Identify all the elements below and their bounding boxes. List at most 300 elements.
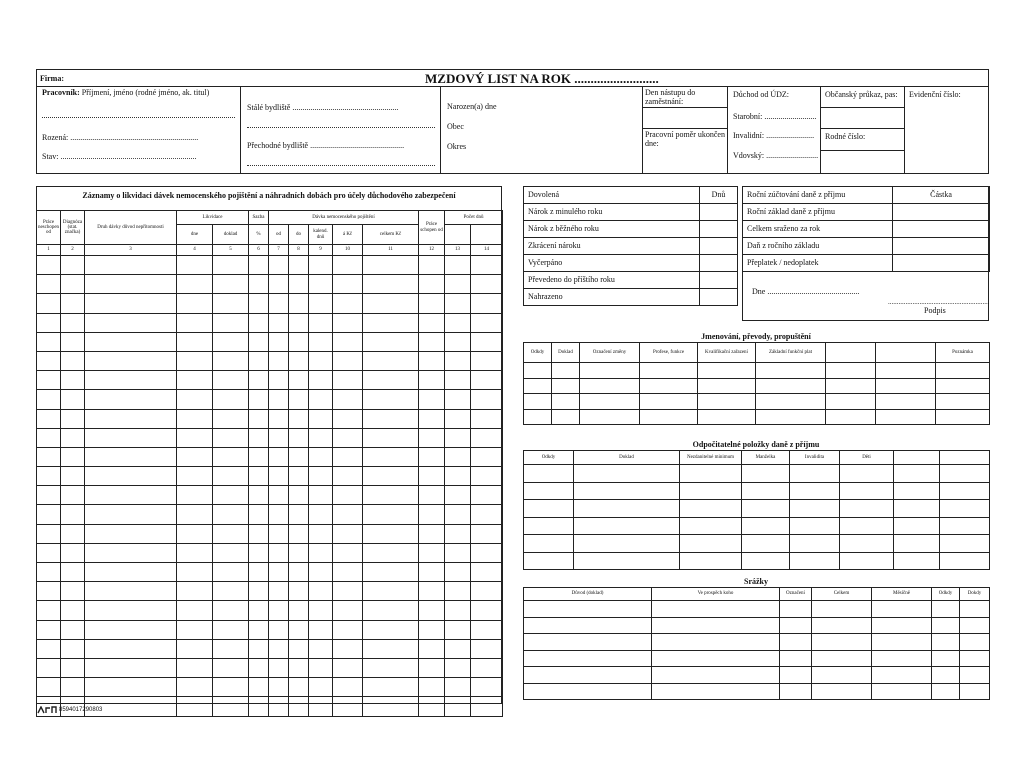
- table-cell[interactable]: [37, 275, 61, 294]
- table-cell[interactable]: [85, 351, 177, 370]
- table-cell[interactable]: [419, 313, 445, 332]
- table-cell[interactable]: [333, 275, 363, 294]
- table-cell[interactable]: [85, 505, 177, 524]
- table-cell[interactable]: [37, 390, 61, 409]
- table-cell[interactable]: [652, 683, 780, 700]
- table-cell[interactable]: [177, 409, 213, 428]
- table-cell[interactable]: [177, 697, 213, 716]
- table-cell[interactable]: [812, 617, 872, 634]
- table-cell[interactable]: [249, 582, 269, 601]
- table-cell[interactable]: [269, 697, 289, 716]
- table-cell[interactable]: [289, 620, 309, 639]
- table-cell[interactable]: [872, 650, 932, 667]
- table-cell[interactable]: [213, 524, 249, 543]
- table-cell[interactable]: [574, 465, 680, 483]
- table-cell[interactable]: [640, 378, 698, 394]
- table-cell[interactable]: [269, 639, 289, 658]
- table-cell[interactable]: [936, 394, 990, 410]
- table-cell[interactable]: [61, 678, 85, 697]
- table-cell[interactable]: [269, 678, 289, 697]
- table-cell[interactable]: [333, 332, 363, 351]
- table-cell[interactable]: [826, 378, 876, 394]
- table-cell[interactable]: [471, 678, 503, 697]
- table-cell[interactable]: [61, 313, 85, 332]
- table-cell[interactable]: [419, 256, 445, 275]
- table-cell[interactable]: [552, 363, 580, 379]
- table-cell[interactable]: [249, 313, 269, 332]
- table-cell[interactable]: [37, 371, 61, 390]
- table-cell[interactable]: [363, 582, 419, 601]
- table-cell[interactable]: [680, 535, 742, 553]
- table-cell[interactable]: [940, 482, 990, 500]
- table-cell[interactable]: [61, 428, 85, 447]
- table-cell[interactable]: [790, 500, 840, 518]
- table-cell[interactable]: [249, 524, 269, 543]
- table-cell[interactable]: [309, 678, 333, 697]
- table-cell[interactable]: [37, 639, 61, 658]
- table-cell[interactable]: [780, 683, 812, 700]
- table-cell[interactable]: [680, 552, 742, 570]
- table-cell[interactable]: [876, 378, 936, 394]
- table-cell[interactable]: [333, 524, 363, 543]
- table-cell[interactable]: [872, 601, 932, 618]
- table-cell[interactable]: [524, 650, 652, 667]
- table-cell[interactable]: [471, 371, 503, 390]
- table-cell[interactable]: [363, 447, 419, 466]
- table-cell[interactable]: [333, 390, 363, 409]
- table-cell[interactable]: [333, 620, 363, 639]
- table-cell[interactable]: [471, 428, 503, 447]
- table-cell[interactable]: [249, 697, 269, 716]
- table-cell[interactable]: [37, 678, 61, 697]
- table-cell[interactable]: [790, 465, 840, 483]
- table-cell[interactable]: [269, 601, 289, 620]
- table-cell[interactable]: [289, 275, 309, 294]
- table-cell[interactable]: [249, 543, 269, 562]
- table-cell[interactable]: [363, 409, 419, 428]
- table-cell[interactable]: [872, 634, 932, 651]
- table-cell[interactable]: [363, 620, 419, 639]
- tax-amount-cell[interactable]: [893, 255, 990, 272]
- vacation-days-cell[interactable]: [700, 289, 738, 306]
- table-cell[interactable]: [309, 332, 333, 351]
- table-cell[interactable]: [309, 524, 333, 543]
- table-cell[interactable]: [61, 351, 85, 370]
- table-cell[interactable]: [177, 467, 213, 486]
- table-cell[interactable]: [213, 447, 249, 466]
- table-cell[interactable]: [419, 601, 445, 620]
- table-cell[interactable]: [363, 543, 419, 562]
- table-cell[interactable]: [363, 486, 419, 505]
- table-cell[interactable]: [333, 601, 363, 620]
- table-cell[interactable]: [680, 482, 742, 500]
- table-cell[interactable]: [640, 394, 698, 410]
- table-cell[interactable]: [213, 486, 249, 505]
- table-cell[interactable]: [471, 658, 503, 677]
- table-cell[interactable]: [524, 601, 652, 618]
- table-cell[interactable]: [309, 563, 333, 582]
- table-cell[interactable]: [756, 378, 826, 394]
- table-cell[interactable]: [289, 486, 309, 505]
- table-cell[interactable]: [524, 465, 574, 483]
- table-cell[interactable]: [269, 563, 289, 582]
- table-cell[interactable]: [445, 313, 471, 332]
- table-cell[interactable]: [249, 563, 269, 582]
- table-cell[interactable]: [289, 601, 309, 620]
- table-cell[interactable]: [790, 482, 840, 500]
- table-cell[interactable]: [960, 601, 990, 618]
- table-cell[interactable]: [812, 683, 872, 700]
- table-cell[interactable]: [445, 351, 471, 370]
- table-cell[interactable]: [524, 517, 574, 535]
- table-cell[interactable]: [471, 467, 503, 486]
- table-cell[interactable]: [177, 294, 213, 313]
- table-cell[interactable]: [249, 678, 269, 697]
- table-cell[interactable]: [289, 390, 309, 409]
- table-cell[interactable]: [269, 256, 289, 275]
- vacation-days-cell[interactable]: [700, 272, 738, 289]
- table-cell[interactable]: [289, 294, 309, 313]
- table-cell[interactable]: [289, 563, 309, 582]
- table-cell[interactable]: [471, 447, 503, 466]
- table-cell[interactable]: [61, 620, 85, 639]
- table-cell[interactable]: [37, 332, 61, 351]
- table-cell[interactable]: [574, 552, 680, 570]
- table-cell[interactable]: [574, 517, 680, 535]
- table-cell[interactable]: [419, 486, 445, 505]
- tax-amount-cell[interactable]: [893, 238, 990, 255]
- table-cell[interactable]: [363, 332, 419, 351]
- table-cell[interactable]: [213, 543, 249, 562]
- table-cell[interactable]: [812, 650, 872, 667]
- table-cell[interactable]: [309, 390, 333, 409]
- table-cell[interactable]: [213, 390, 249, 409]
- table-cell[interactable]: [471, 601, 503, 620]
- table-cell[interactable]: [894, 535, 940, 553]
- table-cell[interactable]: [85, 294, 177, 313]
- table-cell[interactable]: [471, 543, 503, 562]
- table-cell[interactable]: [61, 275, 85, 294]
- table-cell[interactable]: [177, 332, 213, 351]
- table-cell[interactable]: [85, 332, 177, 351]
- table-cell[interactable]: [269, 543, 289, 562]
- tax-amount-cell[interactable]: [893, 204, 990, 221]
- table-cell[interactable]: [940, 465, 990, 483]
- table-cell[interactable]: [790, 517, 840, 535]
- table-cell[interactable]: [177, 505, 213, 524]
- table-cell[interactable]: [37, 313, 61, 332]
- table-cell[interactable]: [940, 517, 990, 535]
- table-cell[interactable]: [61, 543, 85, 562]
- table-cell[interactable]: [177, 486, 213, 505]
- table-cell[interactable]: [932, 667, 960, 684]
- table-cell[interactable]: [419, 678, 445, 697]
- table-cell[interactable]: [471, 351, 503, 370]
- table-cell[interactable]: [742, 482, 790, 500]
- table-cell[interactable]: [85, 390, 177, 409]
- table-cell[interactable]: [85, 658, 177, 677]
- table-cell[interactable]: [61, 467, 85, 486]
- table-cell[interactable]: [213, 601, 249, 620]
- table-cell[interactable]: [471, 390, 503, 409]
- table-cell[interactable]: [249, 505, 269, 524]
- table-cell[interactable]: [61, 505, 85, 524]
- table-cell[interactable]: [524, 378, 552, 394]
- table-cell[interactable]: [269, 390, 289, 409]
- table-cell[interactable]: [309, 313, 333, 332]
- table-cell[interactable]: [333, 428, 363, 447]
- table-cell[interactable]: [213, 409, 249, 428]
- table-cell[interactable]: [894, 482, 940, 500]
- table-cell[interactable]: [790, 535, 840, 553]
- table-cell[interactable]: [37, 505, 61, 524]
- table-cell[interactable]: [419, 390, 445, 409]
- table-cell[interactable]: [960, 650, 990, 667]
- table-cell[interactable]: [85, 313, 177, 332]
- table-cell[interactable]: [524, 482, 574, 500]
- table-cell[interactable]: [840, 535, 894, 553]
- table-cell[interactable]: [213, 678, 249, 697]
- table-cell[interactable]: [419, 294, 445, 313]
- table-cell[interactable]: [269, 275, 289, 294]
- table-cell[interactable]: [826, 409, 876, 425]
- table-cell[interactable]: [780, 667, 812, 684]
- table-cell[interactable]: [177, 601, 213, 620]
- table-cell[interactable]: [812, 667, 872, 684]
- table-cell[interactable]: [309, 697, 333, 716]
- table-cell[interactable]: [936, 363, 990, 379]
- table-cell[interactable]: [419, 467, 445, 486]
- table-cell[interactable]: [269, 294, 289, 313]
- table-cell[interactable]: [85, 524, 177, 543]
- table-cell[interactable]: [249, 371, 269, 390]
- table-cell[interactable]: [249, 639, 269, 658]
- table-cell[interactable]: [269, 467, 289, 486]
- table-cell[interactable]: [894, 517, 940, 535]
- table-cell[interactable]: [85, 409, 177, 428]
- table-cell[interactable]: [780, 601, 812, 618]
- table-cell[interactable]: [213, 294, 249, 313]
- table-cell[interactable]: [552, 409, 580, 425]
- table-cell[interactable]: [289, 351, 309, 370]
- table-cell[interactable]: [269, 658, 289, 677]
- table-cell[interactable]: [333, 351, 363, 370]
- table-cell[interactable]: [177, 351, 213, 370]
- table-cell[interactable]: [289, 524, 309, 543]
- table-cell[interactable]: [680, 465, 742, 483]
- table-cell[interactable]: [742, 465, 790, 483]
- table-cell[interactable]: [445, 543, 471, 562]
- table-cell[interactable]: [419, 447, 445, 466]
- table-cell[interactable]: [85, 563, 177, 582]
- table-cell[interactable]: [419, 582, 445, 601]
- table-cell[interactable]: [445, 601, 471, 620]
- table-cell[interactable]: [37, 409, 61, 428]
- table-cell[interactable]: [445, 563, 471, 582]
- table-cell[interactable]: [445, 639, 471, 658]
- table-cell[interactable]: [85, 447, 177, 466]
- table-cell[interactable]: [790, 552, 840, 570]
- table-cell[interactable]: [652, 601, 780, 618]
- table-cell[interactable]: [249, 447, 269, 466]
- table-cell[interactable]: [524, 409, 552, 425]
- vacation-days-cell[interactable]: [700, 221, 738, 238]
- table-cell[interactable]: [177, 256, 213, 275]
- table-cell[interactable]: [524, 500, 574, 518]
- table-cell[interactable]: [61, 409, 85, 428]
- table-cell[interactable]: [85, 601, 177, 620]
- table-cell[interactable]: [289, 678, 309, 697]
- table-cell[interactable]: [445, 256, 471, 275]
- table-cell[interactable]: [37, 582, 61, 601]
- table-cell[interactable]: [524, 634, 652, 651]
- table-cell[interactable]: [177, 543, 213, 562]
- table-cell[interactable]: [85, 582, 177, 601]
- table-cell[interactable]: [249, 486, 269, 505]
- table-cell[interactable]: [652, 617, 780, 634]
- table-cell[interactable]: [574, 500, 680, 518]
- table-cell[interactable]: [876, 363, 936, 379]
- table-cell[interactable]: [471, 294, 503, 313]
- table-cell[interactable]: [37, 256, 61, 275]
- table-cell[interactable]: [269, 428, 289, 447]
- table-cell[interactable]: [445, 486, 471, 505]
- table-cell[interactable]: [640, 363, 698, 379]
- table-cell[interactable]: [742, 517, 790, 535]
- table-cell[interactable]: [61, 563, 85, 582]
- table-cell[interactable]: [289, 447, 309, 466]
- table-cell[interactable]: [85, 543, 177, 562]
- table-cell[interactable]: [333, 678, 363, 697]
- vacation-days-cell[interactable]: [700, 238, 738, 255]
- table-cell[interactable]: [61, 390, 85, 409]
- table-cell[interactable]: [213, 467, 249, 486]
- table-cell[interactable]: [61, 294, 85, 313]
- table-cell[interactable]: [85, 620, 177, 639]
- table-cell[interactable]: [698, 378, 756, 394]
- table-cell[interactable]: [363, 678, 419, 697]
- table-cell[interactable]: [61, 658, 85, 677]
- table-cell[interactable]: [85, 275, 177, 294]
- table-cell[interactable]: [289, 582, 309, 601]
- table-cell[interactable]: [37, 601, 61, 620]
- table-cell[interactable]: [177, 582, 213, 601]
- table-cell[interactable]: [333, 582, 363, 601]
- table-cell[interactable]: [742, 500, 790, 518]
- table-cell[interactable]: [756, 409, 826, 425]
- table-cell[interactable]: [85, 256, 177, 275]
- table-cell[interactable]: [269, 332, 289, 351]
- table-cell[interactable]: [85, 486, 177, 505]
- table-cell[interactable]: [61, 582, 85, 601]
- table-cell[interactable]: [61, 639, 85, 658]
- table-cell[interactable]: [445, 697, 471, 716]
- table-cell[interactable]: [363, 524, 419, 543]
- table-cell[interactable]: [419, 658, 445, 677]
- table-cell[interactable]: [213, 428, 249, 447]
- table-cell[interactable]: [85, 678, 177, 697]
- table-cell[interactable]: [249, 658, 269, 677]
- table-cell[interactable]: [872, 683, 932, 700]
- table-cell[interactable]: [333, 505, 363, 524]
- table-cell[interactable]: [419, 428, 445, 447]
- table-cell[interactable]: [333, 409, 363, 428]
- table-cell[interactable]: [269, 447, 289, 466]
- table-cell[interactable]: [445, 447, 471, 466]
- table-cell[interactable]: [872, 667, 932, 684]
- table-cell[interactable]: [471, 313, 503, 332]
- table-cell[interactable]: [471, 332, 503, 351]
- table-cell[interactable]: [333, 294, 363, 313]
- table-cell[interactable]: [419, 332, 445, 351]
- table-cell[interactable]: [580, 409, 640, 425]
- table-cell[interactable]: [876, 409, 936, 425]
- table-cell[interactable]: [445, 505, 471, 524]
- table-cell[interactable]: [471, 486, 503, 505]
- table-cell[interactable]: [363, 294, 419, 313]
- table-cell[interactable]: [333, 256, 363, 275]
- table-cell[interactable]: [363, 428, 419, 447]
- table-cell[interactable]: [333, 467, 363, 486]
- table-cell[interactable]: [940, 552, 990, 570]
- table-cell[interactable]: [826, 394, 876, 410]
- table-cell[interactable]: [309, 275, 333, 294]
- table-cell[interactable]: [419, 543, 445, 562]
- table-cell[interactable]: [177, 371, 213, 390]
- table-cell[interactable]: [698, 394, 756, 410]
- table-cell[interactable]: [471, 697, 503, 716]
- table-cell[interactable]: [960, 617, 990, 634]
- table-cell[interactable]: [419, 275, 445, 294]
- table-cell[interactable]: [289, 505, 309, 524]
- table-cell[interactable]: [445, 390, 471, 409]
- table-cell[interactable]: [333, 639, 363, 658]
- table-cell[interactable]: [940, 500, 990, 518]
- table-cell[interactable]: [61, 486, 85, 505]
- table-cell[interactable]: [37, 486, 61, 505]
- table-cell[interactable]: [471, 563, 503, 582]
- table-cell[interactable]: [756, 394, 826, 410]
- table-cell[interactable]: [363, 256, 419, 275]
- table-cell[interactable]: [445, 582, 471, 601]
- table-cell[interactable]: [213, 313, 249, 332]
- table-cell[interactable]: [580, 363, 640, 379]
- table-cell[interactable]: [471, 256, 503, 275]
- table-cell[interactable]: [37, 467, 61, 486]
- table-cell[interactable]: [640, 409, 698, 425]
- table-cell[interactable]: [213, 371, 249, 390]
- table-cell[interactable]: [333, 486, 363, 505]
- table-cell[interactable]: [333, 563, 363, 582]
- table-cell[interactable]: [363, 313, 419, 332]
- table-cell[interactable]: [309, 543, 333, 562]
- table-cell[interactable]: [471, 582, 503, 601]
- table-cell[interactable]: [37, 428, 61, 447]
- table-cell[interactable]: [249, 620, 269, 639]
- table-cell[interactable]: [826, 363, 876, 379]
- table-cell[interactable]: [445, 524, 471, 543]
- table-cell[interactable]: [309, 486, 333, 505]
- table-cell[interactable]: [213, 697, 249, 716]
- table-cell[interactable]: [309, 601, 333, 620]
- table-cell[interactable]: [289, 697, 309, 716]
- table-cell[interactable]: [61, 332, 85, 351]
- table-cell[interactable]: [419, 409, 445, 428]
- table-cell[interactable]: [37, 658, 61, 677]
- table-cell[interactable]: [840, 552, 894, 570]
- table-cell[interactable]: [61, 601, 85, 620]
- table-cell[interactable]: [363, 351, 419, 370]
